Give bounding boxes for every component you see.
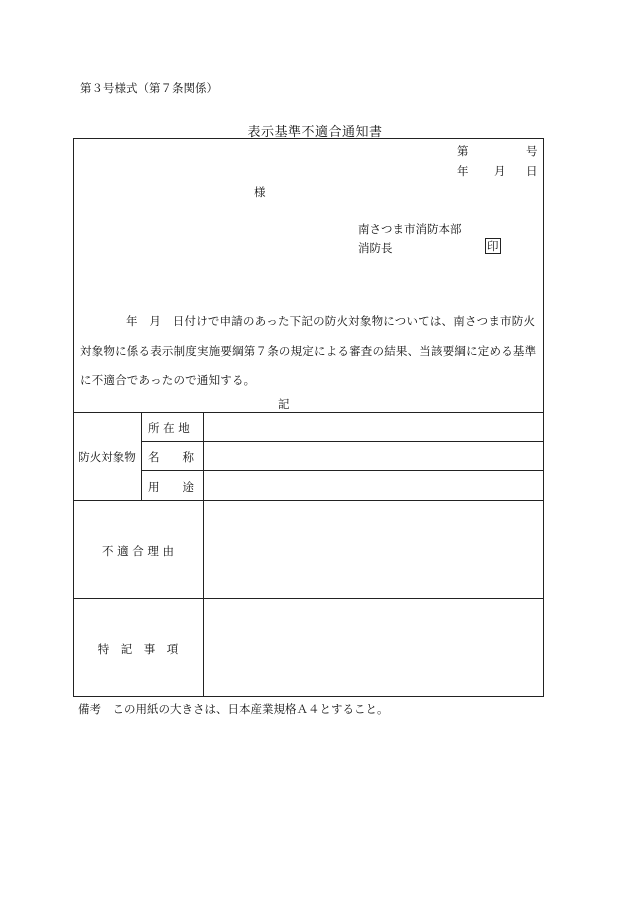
form-number: 第３号様式（第７条関係） [80,81,218,95]
date-month: 月 [494,164,506,178]
date-day: 日 [526,164,538,178]
seal-label: 印 [487,239,499,253]
row-divider-2 [141,470,544,471]
form-frame [73,138,544,697]
body-line-3: に不適合であったので通知する。 [80,373,256,387]
addressee-honorific: 様 [254,185,266,199]
section-divider-1 [73,500,544,501]
row-label-name: 名 称 [148,450,194,464]
notes-label: 特 記 事 項 [97,642,179,656]
sender-position: 消防長 [358,241,393,255]
row-label-use: 用 途 [148,480,194,494]
group-label: 防火対象物 [78,450,136,464]
ki-heading: 記 [278,397,290,411]
document-title: 表示基準不適合通知書 [247,125,383,140]
group-col-border [141,412,142,500]
doc-number-dai: 第 [457,144,469,158]
remarks-note: 備考 この用紙の大きさは、日本産業規格Ａ４とすること。 [78,702,389,716]
label-col-border [203,412,204,697]
reason-label: 不 適 合 理 由 [101,544,175,558]
doc-number-go: 号 [526,144,538,158]
date-year: 年 [457,164,469,178]
section-divider-2 [73,598,544,599]
body-line-2: 対象物に係る表示制度実施要綱第７条の規定による審査の結果、当該要綱に定める基準 [80,344,537,358]
row-label-location: 所 在 地 [148,421,190,435]
body-line-1: 年 月 日付けで申請のあった下記の防火対象物については、南さつま市防火 [126,314,536,328]
table-top-border [73,412,544,413]
sender-organization: 南さつま市消防本部 [358,222,462,236]
row-divider-1 [141,441,544,442]
seal-mark [485,238,501,254]
